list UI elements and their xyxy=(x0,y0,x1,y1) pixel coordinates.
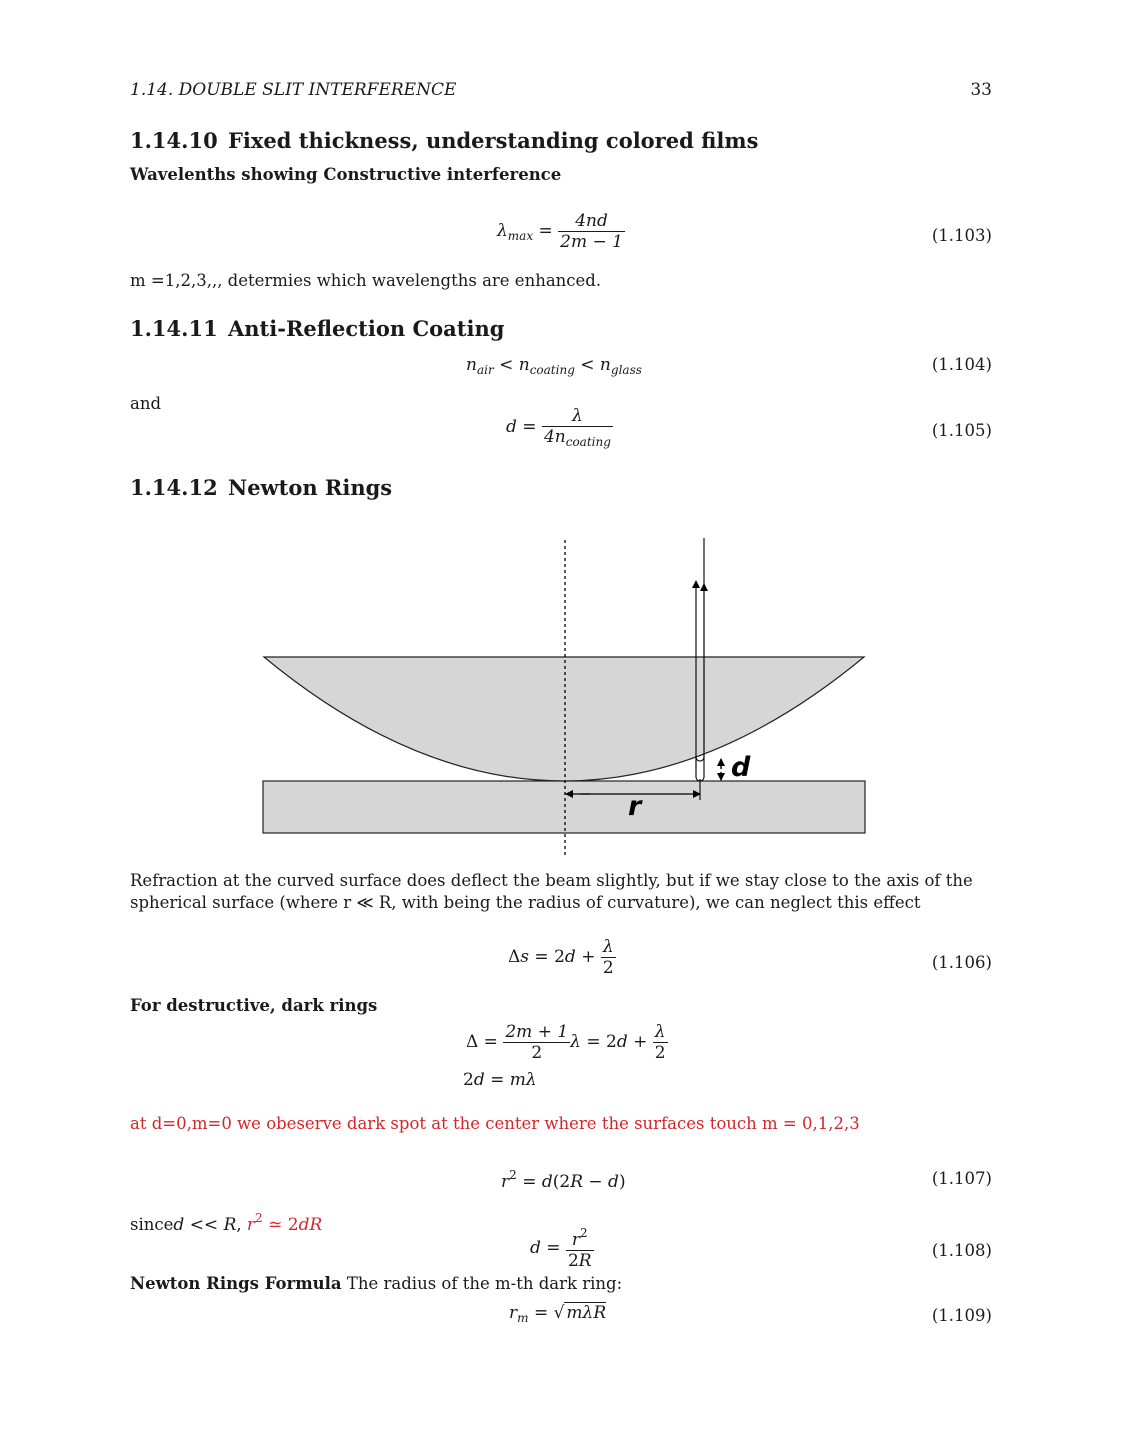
equation-coating-thickness: d = $\frac{\lambda}{4n_{coating}}$ xyxy=(506,406,611,449)
label-r: r xyxy=(628,791,642,822)
refraction-paragraph: Refraction at the curved surface does deflect the beam slightly, but if we stay close to the axis of the spherical surface (where r ≪ R, with being the radius of curvature), we can neglect this effect xyxy=(130,871,973,912)
since-line: sinced << R, $r^2$ ≃ 2dR xyxy=(130,1211,323,1235)
equation-number-109: (1.109) xyxy=(931,1306,992,1325)
section-number: 1.14.12 xyxy=(130,475,218,500)
constructive-subheading: Wavelenths showing Constructive interference xyxy=(130,165,562,184)
since-prefix: since xyxy=(130,1215,174,1234)
glass-plate xyxy=(263,781,865,833)
equation-number-103: (1.103) xyxy=(931,226,992,245)
equation-newton-radius: $r_m$ = √ mλR xyxy=(509,1303,607,1325)
section-heading: Anti-Reflection Coating xyxy=(228,316,505,341)
newton-formula-line xyxy=(130,1273,622,1295)
wavelength-note: m =1,2,3,,, determies which wavelengths are enhanced. xyxy=(130,271,602,290)
equation-d-approx: d = $\frac{r^2}{2R}$ xyxy=(530,1226,592,1271)
equation-number-107: (1.107) xyxy=(931,1169,992,1188)
section-number: 1.14.10 xyxy=(130,128,218,153)
section-heading: Newton Rings xyxy=(228,475,393,500)
equation-destructive-condition: Δ = $\frac{2m + 1}{2}$ λ = 2d + $\frac{\lambda}{2}$ xyxy=(466,1022,666,1063)
plano-convex-lens xyxy=(264,657,864,781)
equation-number-108: (1.108) xyxy=(931,1241,992,1260)
and-text: and xyxy=(130,394,162,413)
equation-number-105: (1.105) xyxy=(931,421,992,440)
equation-number-104: (1.104) xyxy=(931,355,992,374)
section-heading: Fixed thickness, understanding colored films xyxy=(228,128,759,153)
destructive-heading: For destructive, dark rings xyxy=(130,996,378,1015)
equation-dark-ring: 2d = mλ xyxy=(463,1070,537,1090)
equation-geometry: $r^2 = d(2R - d)$ xyxy=(501,1168,626,1192)
equation-lambda-max: $\lambda_{max}$ = $\frac{4nd}{2m - 1}$ xyxy=(497,211,623,252)
formula-label: Newton Rings Formula xyxy=(130,1274,342,1293)
section-number: 1.14.11 xyxy=(130,316,218,341)
equation-coating-index: $n_{air} < n_{coating} < n_{glass}$ xyxy=(466,355,642,377)
label-d: d xyxy=(731,752,751,783)
dark-spot-note: at d=0,m=0 we obeserve dark spot at the center where the surfaces touch m = 0,1,2,3 xyxy=(130,1114,860,1133)
page-number: 33 xyxy=(970,80,992,100)
equation-number-106: (1.106) xyxy=(931,953,992,972)
running-head: 1.14. DOUBLE SLIT INTERFERENCE xyxy=(130,80,457,100)
formula-text: The radius of the m-th dark ring: xyxy=(341,1274,623,1293)
equation-path-difference: Δs = 2d + $\frac{\lambda}{2}$ xyxy=(508,937,614,978)
